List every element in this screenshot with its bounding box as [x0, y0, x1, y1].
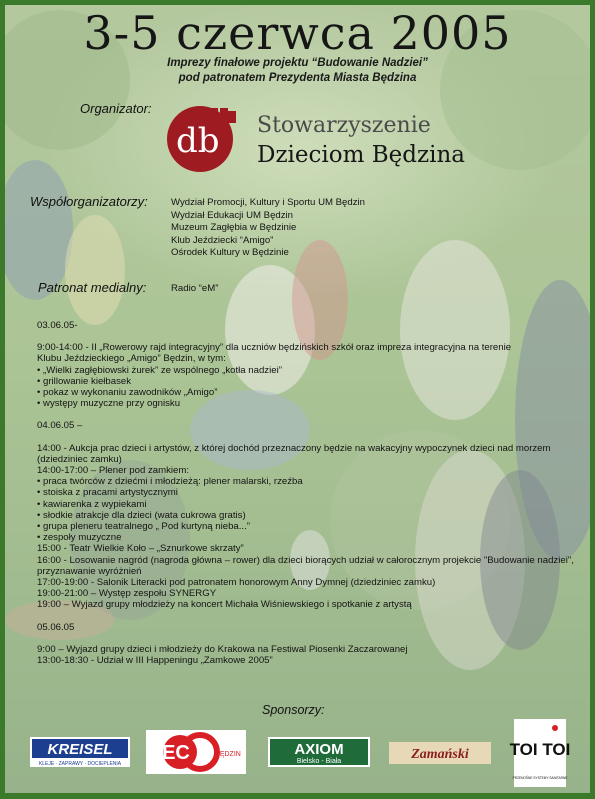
schedule-line: 15:00 - Teatr Wielkie Koło – „Sznurkowe skrzaty”: [37, 543, 244, 555]
sponsor-logo-toitoi: [509, 719, 571, 787]
organizer-logo: [166, 105, 242, 173]
coorganizer-item: Ośrodek Kultury w Będzinie: [171, 247, 289, 259]
svg-text:PRZENOŚNE SYSTEMY SANITARNE: PRZENOŚNE SYSTEMY SANITARNE: [512, 776, 568, 780]
schedule-line: • kawiarenka z wypiekami: [37, 498, 147, 510]
schedule-line: 9:00 – Wyjazd grupy dzieci i młodzieży do Krakowa na Festiwal Piosenki Zaczarowanej: [37, 643, 408, 655]
schedule-date: 04.06.05 –: [37, 420, 83, 432]
organizer-label: Organizator:: [80, 101, 152, 116]
schedule-line: • pokaz w wykonaniu zawodników „Amigo”: [37, 387, 218, 399]
coorganizer-item: Wydział Edukacji UM Będzin: [171, 209, 294, 221]
schedule-line: • praca twórców z dziećmi i młodzieżą: plener malarski, rzeźba: [37, 476, 303, 488]
organizer-name-line-2: Dzieciom Będzina: [257, 142, 465, 168]
coorganizer-item: Klub Jeździecki “Amigo”: [171, 234, 274, 246]
schedule-line: • słodkie atrakcje dla dzieci (wata cukrowa gratis): [37, 509, 246, 521]
schedule-line: 19:00-21:00 – Występ zespołu SYNERGY: [37, 588, 217, 600]
coorganizers-label: Współorganizatorzy:: [30, 194, 148, 209]
schedule: [37, 320, 577, 666]
coorganizer-item: Muzeum Zagłębia w Będzinie: [171, 222, 297, 234]
subtitle-line-1: Imprezy finałowe projektu “Budowanie Nadziei”: [167, 57, 428, 69]
schedule-line: 13:00-18:30 - Udział w III Happeningu „Zamkowe 2005”: [37, 655, 273, 667]
svg-text:KLEJE · ZAPRAWY · DOCIEPLENIA: KLEJE · ZAPRAWY · DOCIEPLENIA: [38, 761, 122, 767]
svg-text:Bielsko - Biała: Bielsko - Biała: [296, 758, 342, 765]
schedule-line: 19:00 – Wyjazd grupy młodzieży na koncert Michała Wiśniewskiego i spotkanie z artystą: [37, 599, 412, 611]
schedule-line: • grillowanie kiełbasek: [37, 375, 132, 387]
schedule-line: przyznawanie wyróżnień: [37, 565, 142, 577]
schedule-line: (dziedziniec zamku): [37, 453, 122, 465]
schedule-date: 03.06.05-: [37, 320, 78, 331]
sponsor-logo-kreisel: [30, 737, 130, 767]
sponsor-logo-zamanski: [389, 742, 491, 764]
schedule-line: 17:00-19:00 - Salonik Literacki pod patronatem honorowym Anny Dymnej (dziedziniec zamku): [37, 577, 436, 589]
schedule-line: 16:00 - Losowanie nagród (nagroda główna – rower) dla dzieci biorących udział w całorocznym projekcie "Budowanie nadziei",: [37, 554, 574, 566]
svg-text:AXIOM: AXIOM: [294, 741, 344, 758]
coorganizers-list: [171, 197, 531, 260]
schedule-line: • zespoły muzyczne: [37, 532, 122, 544]
sponsor-logo-ec: [146, 730, 246, 774]
schedule-date: 05.06.05: [37, 621, 75, 633]
schedule-line: Klubu Jeździeckiego „Amigo” Będzin, w tym:: [37, 353, 226, 365]
schedule-line: 14:00 - Aukcja prac dzieci i artystów, z której dochód przeznaczony będzie na wakacyjny wypoczynek dzieci nad morzem: [37, 442, 551, 454]
svg-text:TOI TOI: TOI TOI: [509, 740, 571, 759]
coorganizer-item: Wydział Promocji, Kultury i Sportu UM Będzin: [171, 197, 365, 208]
sponsors-label: Sponsorzy:: [262, 703, 325, 717]
schedule-line: • „Wielki zagłębiowski żurek” ze wspólnego „kotła nadziei”: [37, 364, 282, 376]
schedule-line: • stoiska z pracami artystycznymi: [37, 487, 178, 499]
schedule-line: 9:00-14:00 - II „Rowerowy rajd integracyjny” dla uczniów będzińskich szkół oraz impreza integracyjna na terenie: [37, 342, 512, 354]
svg-text:BĘDZIN: BĘDZIN: [215, 751, 241, 758]
schedule-line: 14:00-17:00 – Plener pod zamkiem:: [37, 465, 189, 477]
logo-letters: db: [176, 121, 220, 161]
media-value: Radio “eM”: [171, 283, 219, 294]
svg-text:EC: EC: [162, 742, 190, 764]
main-title: 3-5 czerwca 2005: [83, 6, 512, 60]
sponsor-logo-axiom: [268, 737, 370, 767]
subtitle-line-2: pod patronatem Prezydenta Miasta Będzina: [178, 72, 417, 84]
schedule-line: • występy muzyczne przy ognisku: [37, 398, 181, 410]
svg-text:KREISEL: KREISEL: [47, 741, 113, 758]
organizer-name-line-1: Stowarzyszenie: [257, 113, 431, 138]
media-label: Patronat medialny:: [38, 280, 147, 295]
svg-text:Zamański: Zamański: [411, 747, 469, 762]
schedule-line: • grupa pleneru teatralnego „ Pod kurtyną nieba...”: [37, 521, 250, 533]
